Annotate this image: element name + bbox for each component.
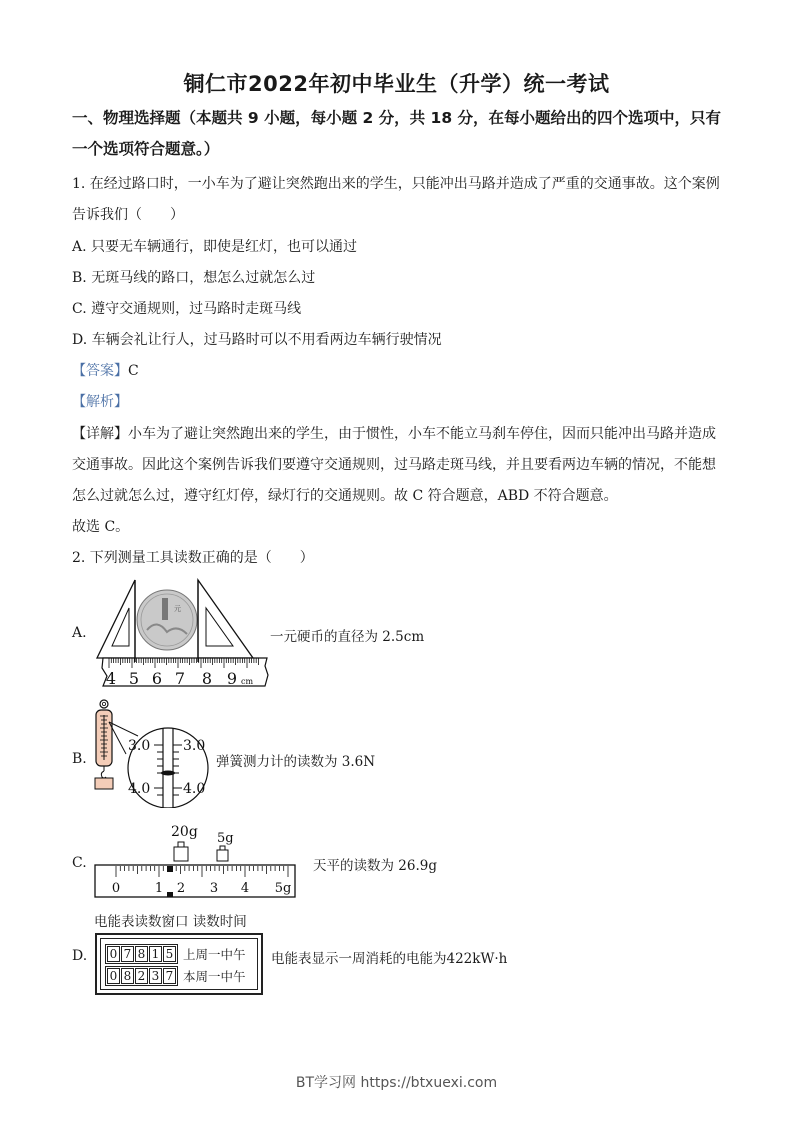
answer-label: 【答案】 — [72, 363, 128, 379]
ruler-tick-8: 8 — [201, 669, 213, 688]
page-title: 铜仁市2022年初中毕业生（升学）统一考试 — [183, 72, 610, 96]
scale-label-4-right: 4.0 — [183, 781, 206, 797]
beam-tick-2: 2 — [176, 881, 186, 896]
meter-digit: 0 — [107, 946, 120, 962]
q1-stem-line2: 告诉我们（ ） — [72, 207, 184, 223]
svg-text:元: 元 — [174, 605, 181, 613]
meter-row-last-week — [105, 944, 246, 964]
scale-label-3-right: 3.0 — [183, 738, 206, 754]
q1-detail-line2: 交通事故。因此这个案例告诉我们要遵守交通规则，过马路走斑马线，并且要看两边车辆的情况，不能想 — [72, 457, 716, 473]
energy-meter-caption: 电能表读数窗口 读数时间 — [94, 914, 247, 930]
meter-digit: 7 — [121, 946, 134, 962]
ruler-tick-6: 6 — [151, 669, 163, 688]
meter-time-this-week: 本周一中午 — [183, 969, 246, 984]
q1-option-b: B. 无斑马线的路口，想怎么过就怎么过 — [72, 270, 316, 286]
q2-option-a-label: A. — [72, 625, 87, 641]
footer-watermark: BT学习网 https://btxuexi.com — [295, 1075, 498, 1091]
ruler-coin-figure — [95, 578, 270, 690]
ruler-tick-4: 4 — [105, 669, 117, 688]
beam-tick-5g: 5g — [274, 881, 292, 896]
meter-digit: 0 — [107, 968, 120, 984]
q2-stem: 2. 下列测量工具读数正确的是（ ） — [72, 550, 314, 566]
balance-beam-figure — [93, 822, 298, 900]
meter-digit: 8 — [121, 968, 134, 984]
ruler-unit: cm — [241, 677, 254, 686]
q1-option-d: D. 车辆会礼让行人，过马路时可以不用看两边车辆行驶情况 — [72, 332, 442, 348]
meter-digit: 2 — [135, 968, 148, 984]
scale-label-4-left: 4.0 — [128, 781, 151, 797]
ruler-tick-7: 7 — [174, 669, 186, 688]
meter-row-this-week — [105, 966, 246, 986]
analysis-label: 【解析】 — [72, 394, 128, 410]
meter-digit: 3 — [149, 968, 162, 984]
beam-tick-3: 3 — [209, 881, 219, 896]
q2-option-b-text: 弹簧测力计的读数为 3.6N — [216, 754, 376, 770]
q2-option-a-text: 一元硬币的直径为 2.5cm — [270, 629, 425, 645]
section-heading-line2: 一个选项符合题意。） — [72, 140, 220, 158]
q2-option-d-text: 电能表显示一周消耗的电能为422kW·h — [271, 951, 508, 967]
ruler-tick-5: 5 — [128, 669, 140, 688]
ruler-tick-9: 9 — [226, 669, 238, 688]
q1-option-c: C. 遵守交通规则，过马路时走斑马线 — [72, 301, 302, 317]
q1-option-a: A. 只要无车辆通行，即使是红灯，也可以通过 — [72, 239, 358, 255]
q2-option-c-label: C. — [72, 855, 87, 871]
q1-answer — [72, 360, 139, 380]
energy-meter-figure — [95, 933, 263, 995]
q1-conclusion: 故选 C。 — [72, 519, 130, 535]
beam-tick-0: 0 — [111, 881, 121, 896]
meter-digit: 1 — [149, 946, 162, 962]
q2-option-c-text: 天平的读数为 26.9g — [313, 858, 437, 874]
weight-20g-label: 20g — [171, 824, 198, 840]
section-heading-line1: 一、物理选择题（本题共 9 小题，每小题 2 分，共 18 分，在每小题给出的四个选项中，只有 — [72, 109, 722, 127]
q1-detail-line3: 怎么过就怎么过，遵守红灯停，绿灯行的交通规则。故 C 符合题意，ABD 不符合题意。 — [72, 488, 618, 504]
beam-tick-1: 1 — [154, 881, 164, 896]
meter-digit: 7 — [163, 968, 176, 984]
q2-option-d-label: D. — [72, 948, 88, 964]
q1-stem-line1: 1. 在经过路口时，一小车为了避让突然跑出来的学生，只能冲出马路并造成了严重的交通事故。这个案例 — [72, 176, 720, 192]
scale-label-3-left: 3.0 — [128, 738, 151, 754]
beam-tick-4: 4 — [240, 881, 250, 896]
answer-value: C — [128, 363, 139, 379]
spring-scale-figure — [90, 698, 215, 808]
meter-time-last-week: 上周一中午 — [183, 947, 246, 962]
weight-5g-label: 5g — [217, 831, 234, 846]
q2-option-b-label: B. — [72, 751, 87, 767]
meter-digit: 8 — [135, 946, 148, 962]
q1-detail-line1: 【详解】小车为了避让突然跑出来的学生，由于惯性，小车不能立马刹车停住，因而只能冲出马路并造成 — [72, 426, 716, 442]
meter-digit: 5 — [163, 946, 176, 962]
